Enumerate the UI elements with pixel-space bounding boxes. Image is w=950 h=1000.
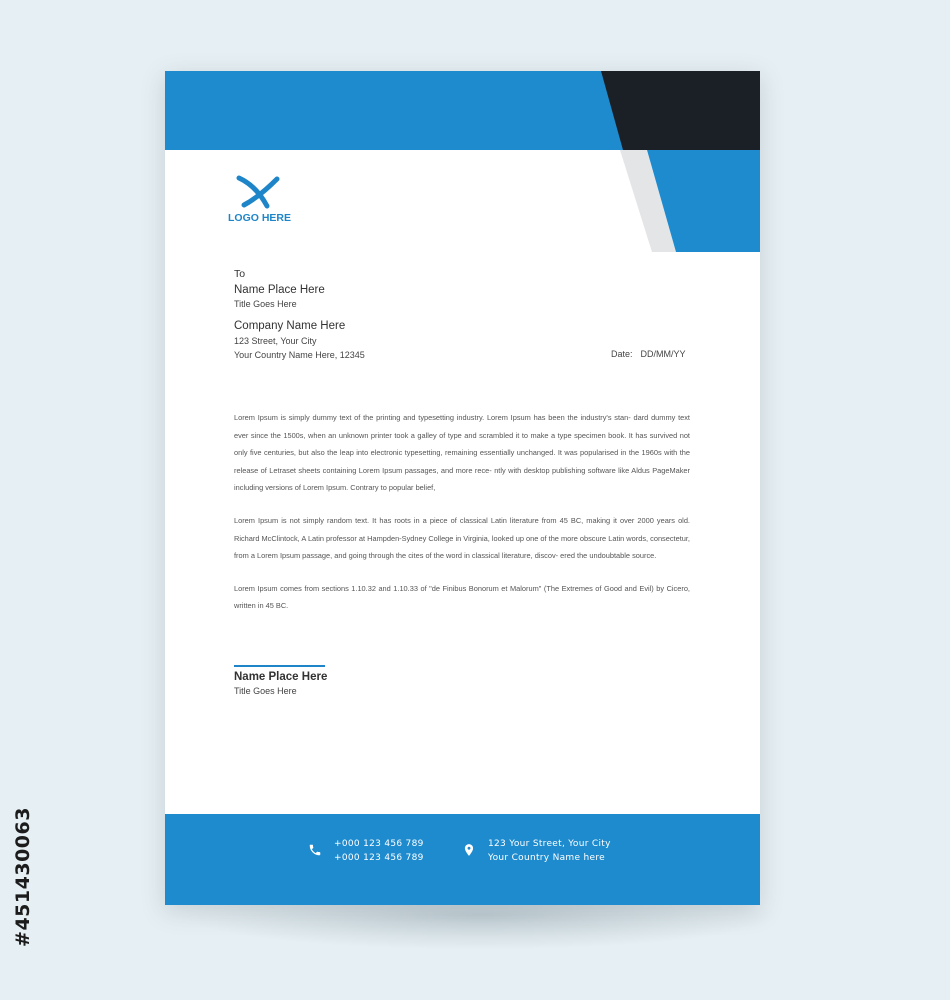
company-street: 123 Street, Your City [234,336,317,346]
date-label: Date: [611,349,633,359]
location-pin-icon [462,843,476,857]
body-paragraph-2: Lorem Ipsum is not simply random text. It has roots in a piece of classical Latin literature from 45 BC, making it over 2000 years old. Richard McClintock, A Latin professor at Hampden-Sydney College in Virginia, looked up one of the more obscure Latin words, consectetur, from a Lorem Ipsum passage, and going through the cites of the word in classical literature, discov- ered the undoubtable source. [234,515,690,561]
footer-address-2: Your Country Name here [488,852,605,863]
footer-phone-contact [308,838,424,865]
phone-icon [308,843,322,857]
footer-phone-2: +000 123 456 789 [334,852,424,863]
to-label: To [234,268,246,280]
stock-id-text: #451430063 [12,807,34,947]
signature-line [234,665,325,667]
company-logo [228,175,294,224]
header-dark-block [601,71,760,150]
letter-body [234,409,690,630]
logo-text: LOGO HERE [228,212,292,224]
recipient-block [234,268,325,309]
footer-address-1: 123 Your Street, Your City [488,839,611,849]
company-block [234,320,365,360]
letterhead-page [165,71,760,905]
body-paragraph-3: Lorem Ipsum comes from sections 1.10.32 and 1.10.33 of "de Finibus Bonorum et Malorum" (The Extremes of Good and Evil) by Cicero, written in 45 BC. [234,583,690,611]
footer-band [165,814,760,905]
recipient-name: Name Place Here [234,284,325,296]
footer-phone-1: +000 123 456 789 [334,839,424,849]
company-country: Your Country Name Here, 12345 [234,350,365,360]
signature-name: Name Place Here [234,671,328,683]
body-paragraph-1: Lorem Ipsum is simply dummy text of the printing and typesetting industry. Lorem Ipsum has been the industry's stan- dard dummy text ever since the 1500s, when an unknown printer took a galley of type and scrambled it to make a type specimen book. It has survived not only five centuries, but also the leap into electronic typesetting, remaining essentially unchanged. It was popularised in the 1960s with the release of Letraset sheets containing Lorem Ipsum passages, and more rece- ntly with desktop publishing software like Aldus PageMaker including versions of Lorem Ipsum. Contrary to popular belief, [234,413,690,493]
company-name: Company Name Here [234,320,346,332]
stock-image-id [8,762,38,992]
date-line [611,349,686,359]
x-swoosh-logo-icon [236,175,282,209]
header-shapes [165,71,760,253]
date-value: DD/MM/YY [640,349,686,359]
footer-address-contact [462,838,611,865]
signature-title: Title Goes Here [234,686,297,696]
recipient-title: Title Goes Here [234,299,297,309]
